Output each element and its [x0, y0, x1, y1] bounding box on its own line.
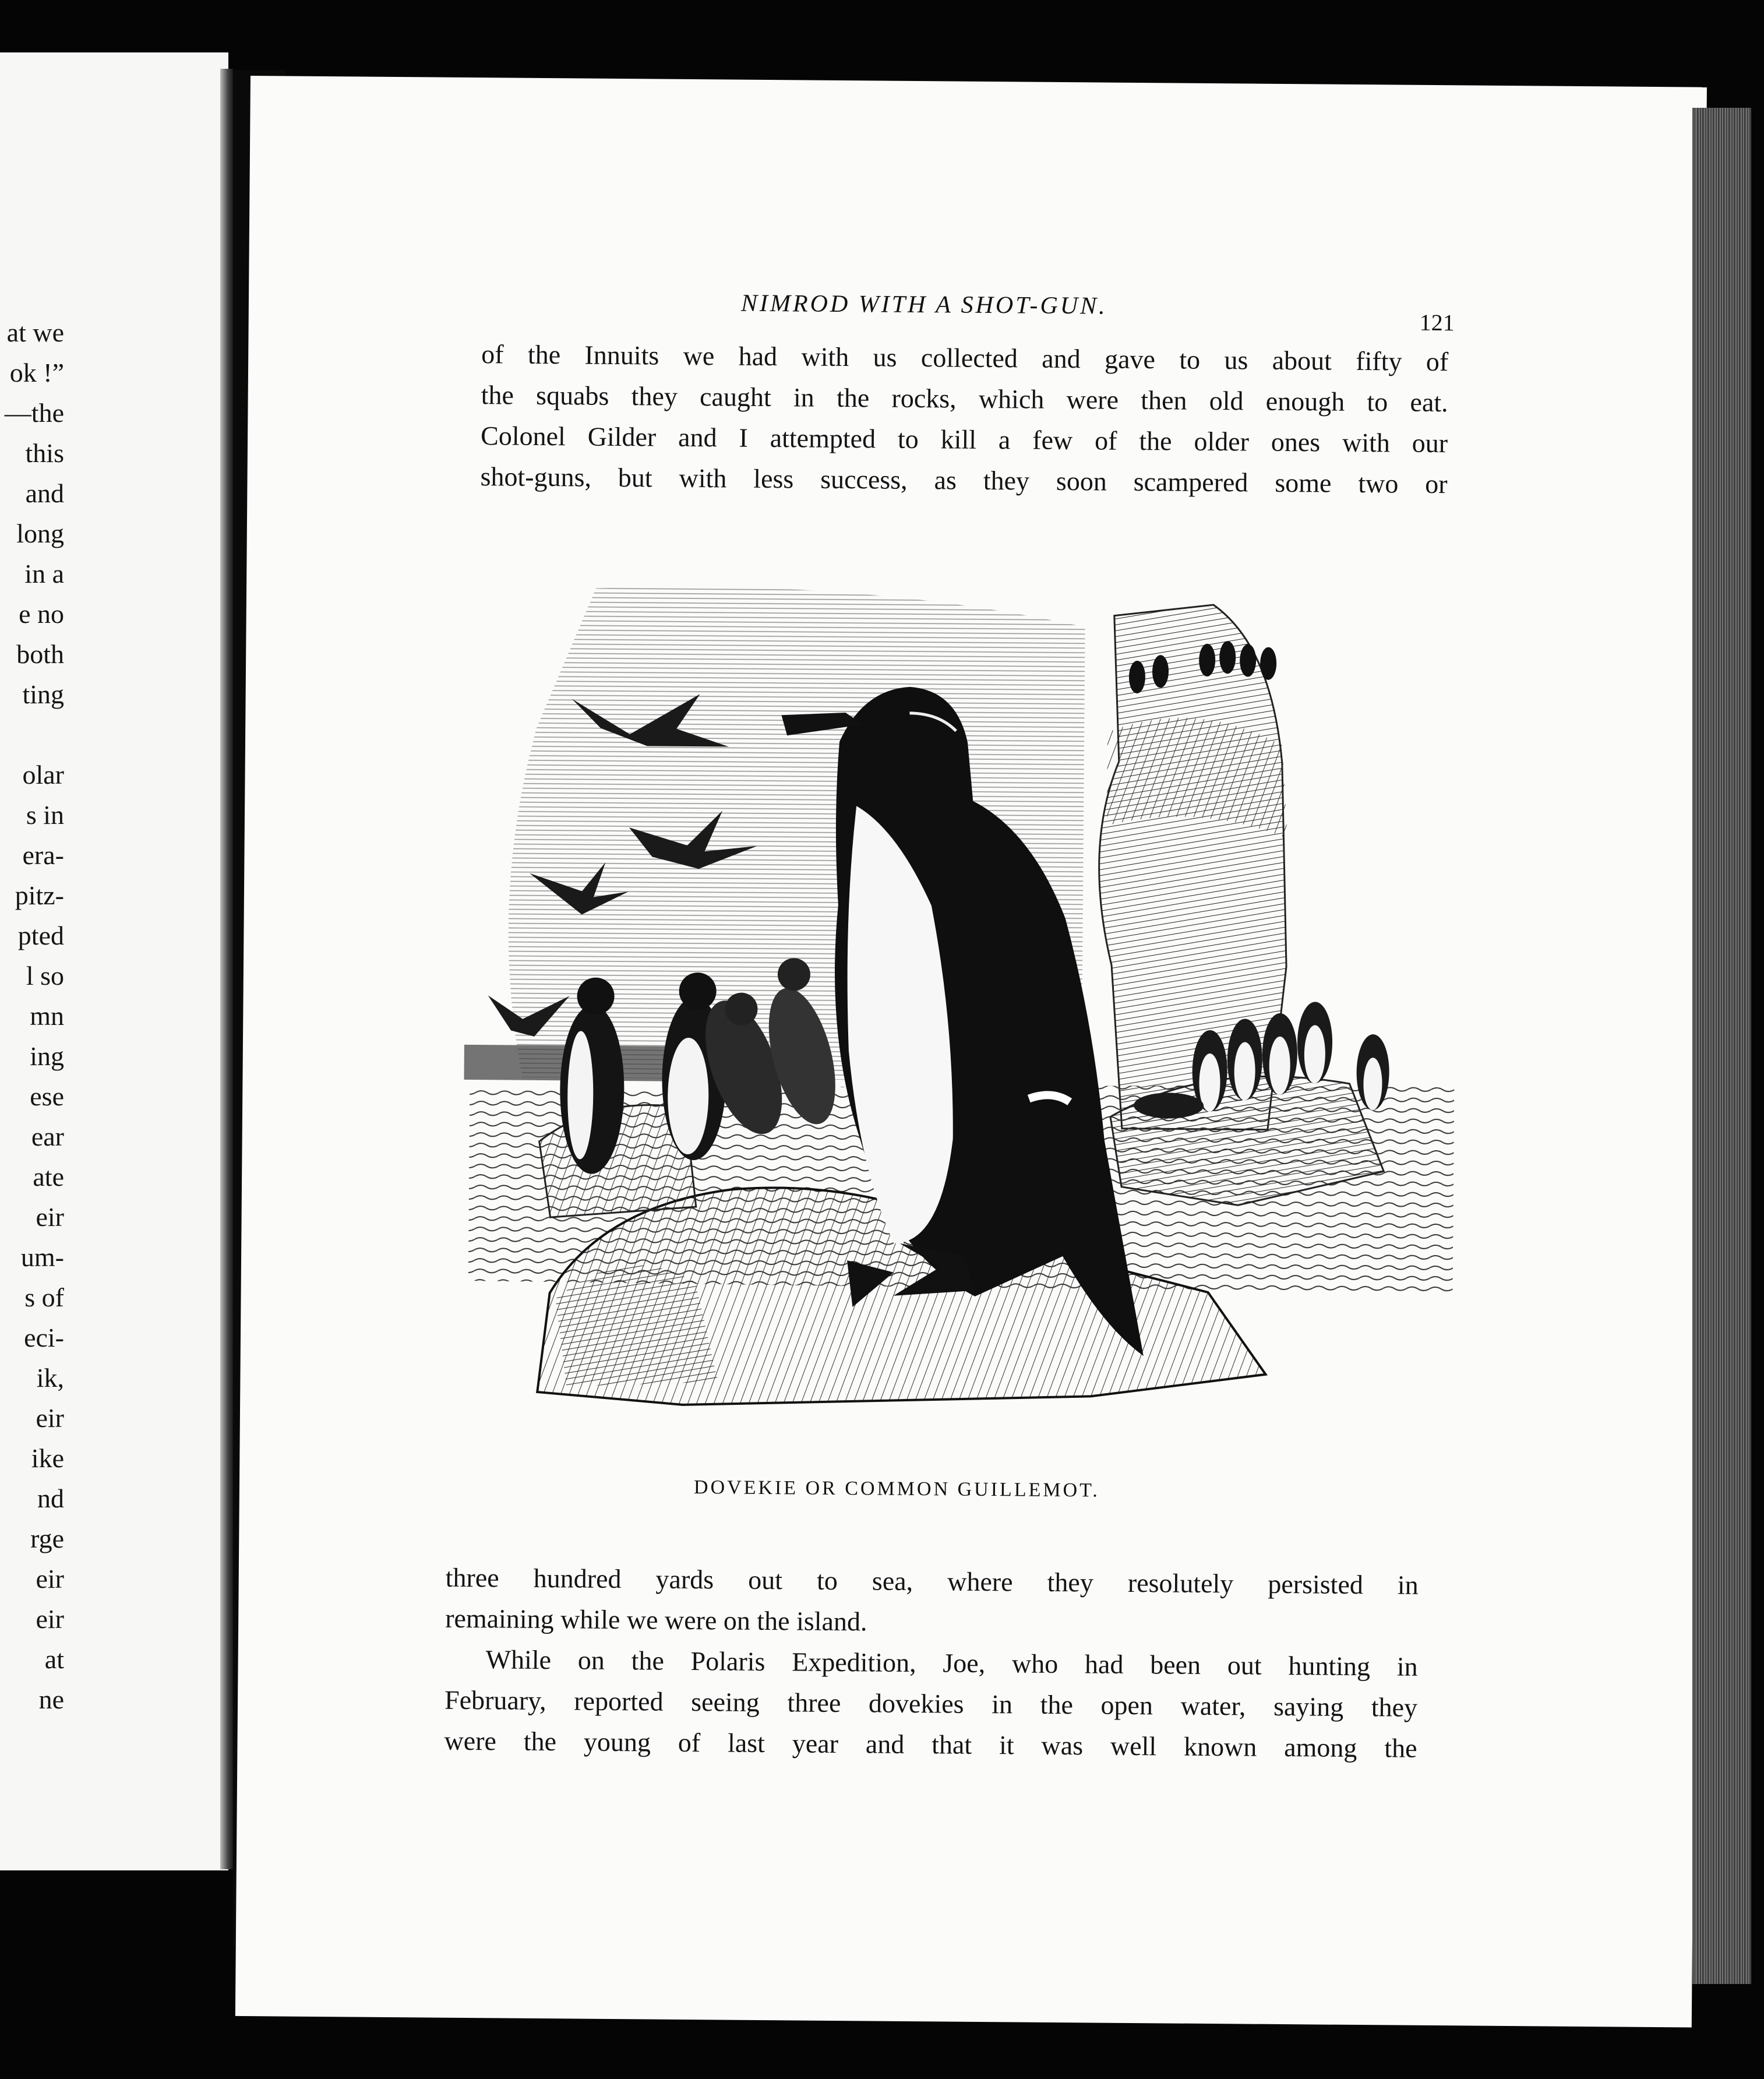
left-page-line-fragment: e no	[19, 599, 64, 629]
left-page-line-fragment: ese	[30, 1081, 64, 1111]
left-page-edge-shadow	[220, 69, 233, 1869]
page-number: 121	[1419, 309, 1455, 336]
right-page	[235, 76, 1707, 2028]
left-page-line-fragment: l so	[26, 961, 64, 991]
text-line: were the young of last year and that it was well known among the	[444, 1725, 1417, 1763]
text-line: of the Innuits we had with us collected and gave to us about fifty of	[481, 339, 1449, 377]
left-page	[0, 52, 228, 1870]
left-page-line-fragment: in a	[24, 559, 64, 589]
left-page-line-fragment: ate	[33, 1162, 64, 1192]
text-line: shot-guns, but with less success, as they soon scampered some two or	[480, 461, 1448, 499]
left-page-line-fragment: s in	[26, 800, 64, 830]
left-page-line-fragment: ting	[22, 679, 64, 709]
left-page-line-fragment: nd	[37, 1484, 64, 1513]
left-page-line-fragment: at	[44, 1644, 64, 1674]
text-line: While on the Polaris Expedition, Joe, who had been out hunting in	[485, 1644, 1418, 1682]
left-page-line-fragment: era-	[22, 840, 64, 870]
bottom-paragraph-1	[445, 1558, 1419, 1647]
left-page-line-fragment: long	[16, 519, 64, 548]
left-page-line-fragment: olar	[22, 760, 64, 790]
left-page-line-fragment: eci-	[24, 1323, 64, 1352]
left-page-line-fragment: eir	[36, 1564, 64, 1594]
guillemot-illustration	[449, 552, 1459, 1492]
left-page-line-fragment: eir	[36, 1202, 64, 1232]
bottom-paragraph-2	[444, 1639, 1418, 1769]
left-page-line-fragment: eir	[36, 1403, 64, 1433]
left-page-line-fragment: at we	[6, 318, 64, 347]
left-page-line-fragment: s of	[24, 1282, 64, 1312]
left-page-line-fragment: pitz-	[15, 880, 64, 910]
left-page-line-fragment: pted	[17, 921, 64, 950]
left-page-line-fragment: eir	[36, 1604, 64, 1634]
left-page-line-fragment: rge	[30, 1524, 64, 1553]
left-page-line-fragment: ike	[31, 1443, 64, 1473]
left-page-text	[0, 52, 228, 1870]
left-page-line-fragment: um-	[20, 1242, 64, 1272]
left-page-line-fragment: ik,	[36, 1363, 64, 1393]
left-page-line-fragment: ne	[38, 1685, 64, 1714]
text-line: February, reported seeing three dovekies in the open water, saying they	[444, 1685, 1418, 1722]
text-line: the squabs they caught in the rocks, which were then old enough to eat.	[481, 380, 1448, 418]
left-page-line-fragment: ing	[30, 1041, 64, 1071]
left-page-line-fragment: ear	[31, 1122, 64, 1151]
left-page-line-fragment: ok !”	[9, 358, 64, 387]
running-head: NIMROD WITH A SHOT-GUN.	[740, 290, 1107, 320]
top-paragraph	[480, 334, 1448, 505]
figure-caption: DOVEKIE OR COMMON GUILLEMOT.	[693, 1477, 1100, 1502]
text-line: remaining while we were on the island.	[445, 1603, 867, 1637]
left-page-line-fragment: both	[16, 639, 64, 669]
page-edges	[1692, 108, 1751, 1984]
text-line: three hundred yards out to sea, where they resolutely persisted in	[445, 1562, 1419, 1600]
left-page-line-fragment: and	[25, 478, 64, 508]
left-page-line-fragment: —the	[4, 398, 64, 428]
left-page-line-fragment: mn	[30, 1001, 64, 1031]
text-line: Colonel Gilder and I attempted to kill a few of the older ones with our	[480, 421, 1448, 459]
left-page-line-fragment: this	[25, 438, 64, 468]
